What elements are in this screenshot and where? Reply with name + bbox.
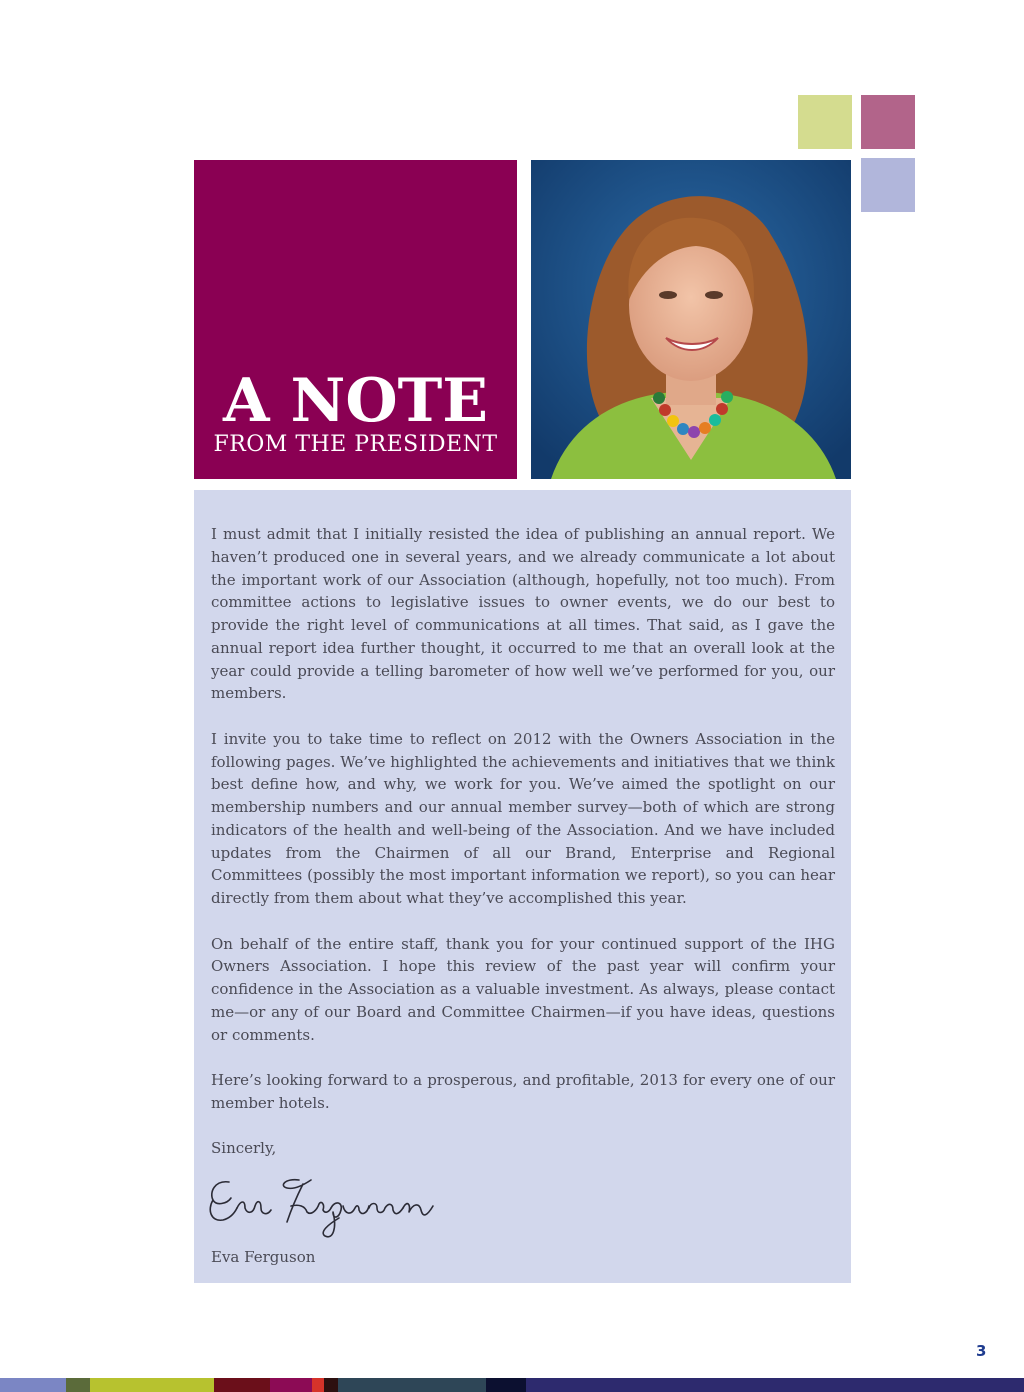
letter-body: [211, 523, 835, 1292]
footer-color-strip: [0, 1378, 1024, 1392]
strip-segment: [526, 1378, 1024, 1392]
letter-closing: Sincerly,: [211, 1139, 277, 1158]
strip-segment: [486, 1378, 526, 1392]
strip-segment: [324, 1378, 338, 1392]
strip-segment: [338, 1378, 486, 1392]
page-subtitle: FROM THE PRESIDENT: [213, 432, 498, 457]
signer-name: Eva Ferguson: [211, 1248, 316, 1266]
decorative-square-green: [798, 95, 852, 149]
page-title: A NOTE: [223, 366, 488, 436]
decorative-square-mauve: [861, 95, 915, 149]
decorative-square-lavender: [861, 158, 915, 212]
strip-segment: [214, 1378, 270, 1392]
signature-image: [207, 1170, 437, 1242]
page-number: 3: [976, 1342, 987, 1360]
title-block: [194, 160, 517, 479]
strip-segment: [0, 1378, 66, 1392]
strip-segment: [312, 1378, 324, 1392]
letter-paragraph: On behalf of the entire staff, thank you for your continued support of the IHG Owners Association. I hope this review of the past year will confirm your confidence in the Association as a valuable investment. As always, please contact me—or any of our Board and Committee Chairmen—if you have ideas, questions or comments.: [211, 934, 835, 1044]
letter-panel: [194, 490, 851, 1283]
letter-paragraph: Here’s looking forward to a prosperous, and profitable, 2013 for every one of our member hotels.: [211, 1071, 835, 1112]
letter-paragraph: I must admit that I initially resisted the idea of publishing an annual report. We haven’t produced one in several years, and we already communicate a lot about the important work of our Association (although, hopefully, not too much). From committee actions to legislative issues to owner events, we do our best to provide the right level of communications at all times. That said, as I gave the annual report idea further thought, it occurred to me that an overall look at the year could provide a telling barometer of how well we’ve performed for you, our members.: [211, 525, 835, 703]
strip-segment: [90, 1378, 214, 1392]
president-photo: [531, 160, 851, 479]
letter-paragraph: I invite you to take time to reflect on 2012 with the Owners Association in the following pages. We’ve highlighted the achievements and initiatives that we think best define how, and why, we work for you. We’ve aimed the spotlight on our membership numbers and our annual member survey—both of which are strong indicators of the health and well-being of the Association. And we have included updates from the Chairmen of all our Brand, Enterprise and Regional Committees (possibly the most important information we report), so you can hear directly from them about what they’ve accomplished this year.: [211, 729, 835, 907]
strip-segment: [270, 1378, 312, 1392]
strip-segment: [66, 1378, 90, 1392]
